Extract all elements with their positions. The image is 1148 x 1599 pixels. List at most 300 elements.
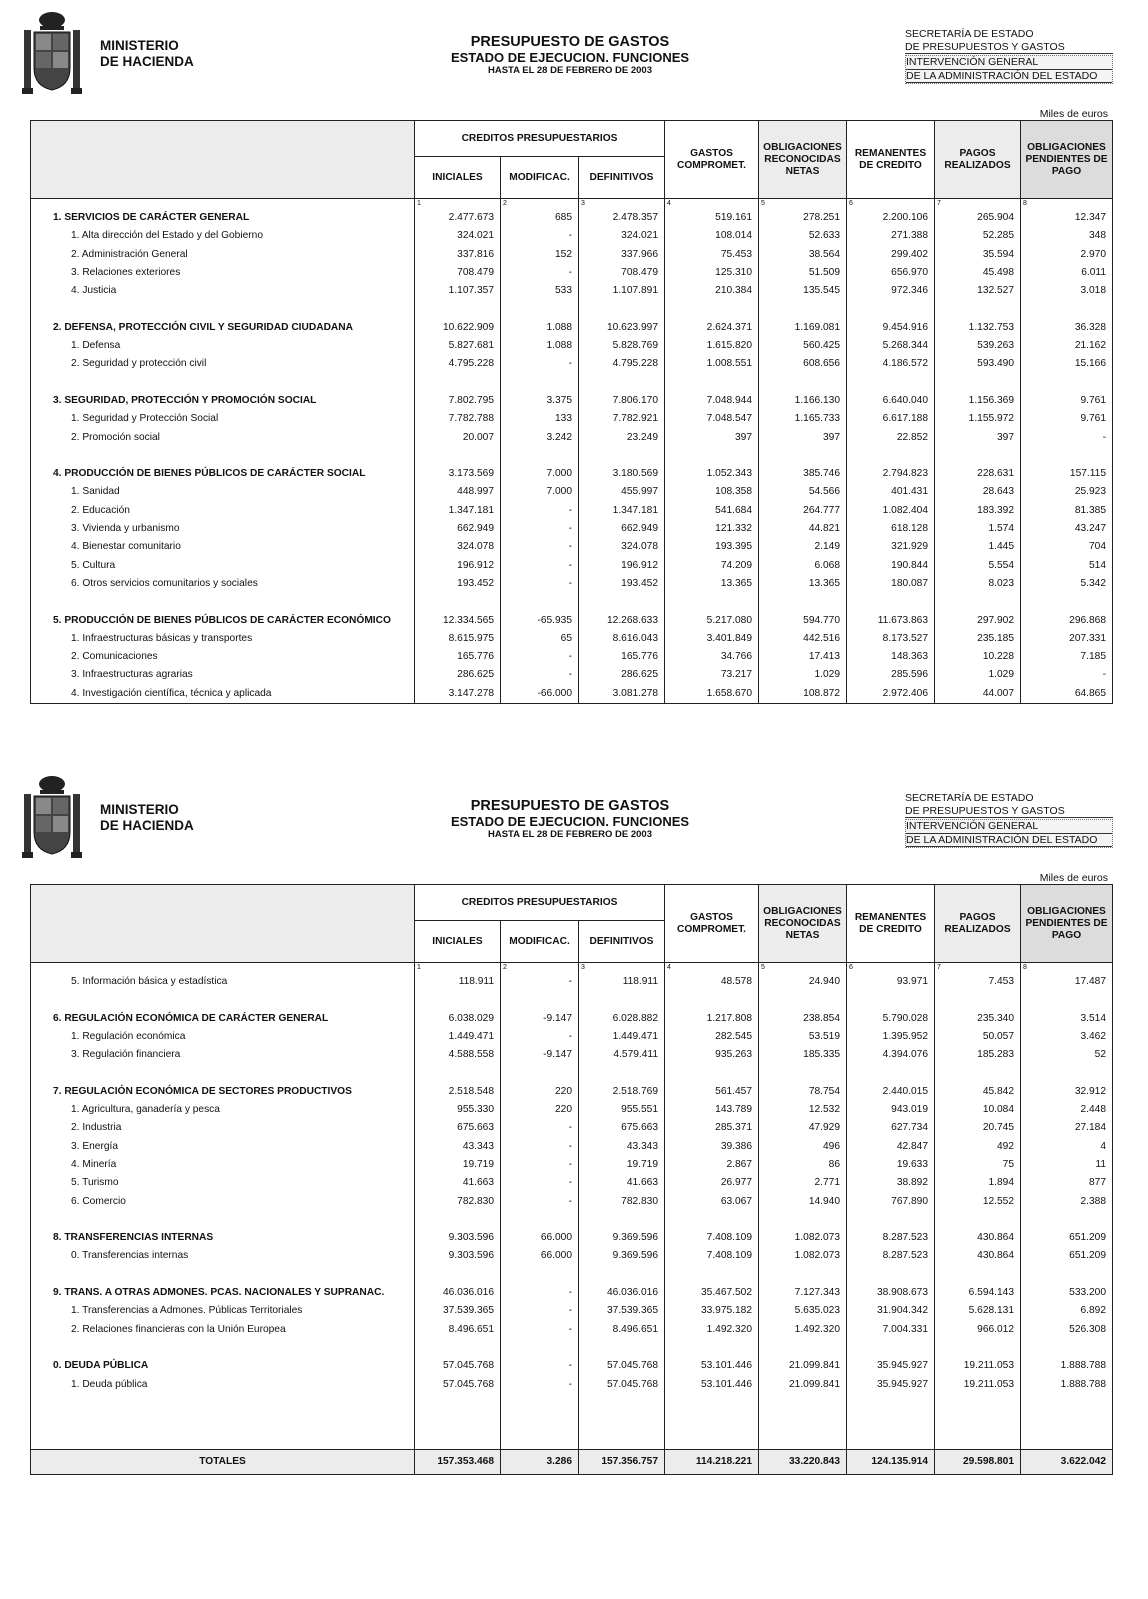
row-value: 4.394.076 — [847, 1046, 935, 1064]
spacer-cell — [847, 1339, 935, 1357]
row-value: 3.462 — [1021, 1028, 1113, 1046]
row-value: 19.719 — [579, 1156, 665, 1174]
row-value: 12.268.633 — [579, 612, 665, 630]
remanentes-line: DE CREDITO — [859, 923, 922, 935]
table-header — [31, 121, 1113, 199]
row-value: 193.452 — [415, 575, 501, 593]
row-value: 9.303.596 — [415, 1229, 501, 1247]
row-value: 22.852 — [847, 429, 935, 447]
spacer-cell — [501, 1430, 579, 1449]
row-value: 1.155.972 — [935, 410, 1021, 428]
row-value: 26.977 — [665, 1174, 759, 1192]
row-value: 385.746 — [759, 465, 847, 483]
row-value: 108.014 — [665, 227, 759, 245]
row-value: 23.249 — [579, 429, 665, 447]
row-value: 135.545 — [759, 282, 847, 300]
row-value: - — [501, 227, 579, 245]
row-value: - — [501, 355, 579, 373]
row-value: 1.658.670 — [665, 685, 759, 704]
spacer-cell — [935, 1394, 1021, 1412]
column-index: 6 — [847, 199, 935, 210]
spacer-cell — [665, 1430, 759, 1449]
row-value: - — [501, 1284, 579, 1302]
spacer-cell — [31, 1064, 415, 1082]
spacer-row — [31, 1064, 1113, 1082]
row-value: 2.149 — [759, 538, 847, 556]
row-label: 6. REGULACIÓN ECONÓMICA DE CARÁCTER GENERAL — [31, 1010, 415, 1028]
table-row — [31, 319, 1113, 337]
row-value: 324.021 — [415, 227, 501, 245]
row-value: - — [501, 648, 579, 666]
row-value: 6.594.143 — [935, 1284, 1021, 1302]
row-value: 24.940 — [759, 973, 847, 991]
row-value: 13.365 — [665, 575, 759, 593]
row-value: 278.251 — [759, 209, 847, 227]
row-value: 348 — [1021, 227, 1113, 245]
spacer-cell — [501, 374, 579, 392]
row-label: 5. Información básica y estadística — [31, 973, 415, 991]
spacer-cell — [501, 447, 579, 465]
spacer-cell — [1021, 1412, 1113, 1430]
row-value: 143.789 — [665, 1101, 759, 1119]
header-pagos — [935, 885, 1021, 963]
row-value: 86 — [759, 1156, 847, 1174]
ministry-line-1: MINISTERIO — [100, 38, 179, 53]
spacer-cell — [847, 1394, 935, 1412]
row-value: 57.045.768 — [579, 1376, 665, 1394]
budget-table-page-2 — [30, 884, 1113, 1475]
row-value: 46.036.016 — [415, 1284, 501, 1302]
row-value: 1.156.369 — [935, 392, 1021, 410]
row-value: 7.408.109 — [665, 1247, 759, 1265]
spacer-cell — [31, 447, 415, 465]
row-value: -65.935 — [501, 612, 579, 630]
spacer-cell — [935, 593, 1021, 611]
row-value: 9.369.596 — [579, 1247, 665, 1265]
row-value: 4.579.411 — [579, 1046, 665, 1064]
spacer-cell — [415, 991, 501, 1009]
row-label: 3. Vivienda y urbanismo — [31, 520, 415, 538]
row-value: 8.615.975 — [415, 630, 501, 648]
table-row — [31, 465, 1113, 483]
coat-of-arms-icon — [22, 774, 82, 860]
row-value: - — [501, 575, 579, 593]
row-value: 7.806.170 — [579, 392, 665, 410]
spacer-cell — [665, 447, 759, 465]
table-row — [31, 612, 1113, 630]
row-value: 14.940 — [759, 1193, 847, 1211]
row-value: 8.616.043 — [579, 630, 665, 648]
row-value: 1.029 — [935, 666, 1021, 684]
row-value: - — [501, 1028, 579, 1046]
spacer-cell — [759, 991, 847, 1009]
row-value: 2.867 — [665, 1156, 759, 1174]
row-value: 1.165.733 — [759, 410, 847, 428]
row-value: 10.084 — [935, 1101, 1021, 1119]
row-value: - — [501, 502, 579, 520]
row-value: 75.453 — [665, 246, 759, 264]
row-value: 125.310 — [665, 264, 759, 282]
header-gastos — [665, 121, 759, 199]
row-value: - — [501, 1138, 579, 1156]
row-value: 455.997 — [579, 483, 665, 501]
spacer-cell — [501, 1412, 579, 1430]
column-index: 2 — [501, 963, 579, 974]
table-row — [31, 1028, 1113, 1046]
intervencion-box — [905, 55, 1113, 84]
row-value: 401.431 — [847, 483, 935, 501]
row-value: 561.457 — [665, 1083, 759, 1101]
row-value: 782.830 — [579, 1193, 665, 1211]
subtitle: ESTADO DE EJECUCION. FUNCIONES — [450, 814, 690, 829]
header-obligaciones — [759, 885, 847, 963]
row-value: 11.673.863 — [847, 612, 935, 630]
spacer-cell — [759, 1211, 847, 1229]
row-value: 1.088 — [501, 337, 579, 355]
table-row — [31, 575, 1113, 593]
title: PRESUPUESTO DE GASTOS — [470, 34, 670, 50]
spacer-cell — [1021, 374, 1113, 392]
row-value: 27.184 — [1021, 1119, 1113, 1137]
header-creditos: CREDITOS PRESUPUESTARIOS — [415, 885, 665, 921]
row-value: 6.617.188 — [847, 410, 935, 428]
row-value: 1.166.130 — [759, 392, 847, 410]
row-label: 4. Justicia — [31, 282, 415, 300]
row-value: 183.392 — [935, 502, 1021, 520]
spacer-cell — [847, 300, 935, 318]
row-value: 35.945.927 — [847, 1357, 935, 1375]
row-value: 397 — [935, 429, 1021, 447]
row-value: 1.217.808 — [665, 1010, 759, 1028]
row-value: 39.386 — [665, 1138, 759, 1156]
row-value: 526.308 — [1021, 1321, 1113, 1339]
totals-value: 29.598.801 — [935, 1449, 1021, 1474]
row-value: - — [501, 1321, 579, 1339]
row-value: 165.776 — [415, 648, 501, 666]
row-value: 2.771 — [759, 1174, 847, 1192]
spacer-cell — [31, 1339, 415, 1357]
gastos-line: GASTOS — [690, 911, 733, 923]
spacer-row — [31, 1211, 1113, 1229]
row-label: 8. TRANSFERENCIAS INTERNAS — [31, 1229, 415, 1247]
row-label: 1. SERVICIOS DE CARÁCTER GENERAL — [31, 209, 415, 227]
spacer-cell — [501, 1394, 579, 1412]
spacer-cell — [759, 1339, 847, 1357]
spacer-cell — [1021, 1266, 1113, 1284]
row-value: 324.078 — [415, 538, 501, 556]
row-value: 73.217 — [665, 666, 759, 684]
row-value: 7.000 — [501, 465, 579, 483]
table-row — [31, 1229, 1113, 1247]
row-value: 2.624.371 — [665, 319, 759, 337]
column-index-row — [31, 963, 1113, 974]
row-value: 2.388 — [1021, 1193, 1113, 1211]
row-label: 1. Deuda pública — [31, 1376, 415, 1394]
row-value: 539.263 — [935, 337, 1021, 355]
row-value: 5.828.769 — [579, 337, 665, 355]
header-pendientes — [1021, 885, 1113, 963]
row-value: 2.200.106 — [847, 209, 935, 227]
totals-value: 157.356.757 — [579, 1449, 665, 1474]
subtitle: ESTADO DE EJECUCION. FUNCIONES — [450, 50, 690, 65]
secretaria-line-2: DE PRESUPUESTOS Y GASTOS — [905, 41, 1113, 55]
row-value: 6.068 — [759, 557, 847, 575]
table-row — [31, 1156, 1113, 1174]
pendientes-line: PAGO — [1051, 929, 1082, 941]
row-value: 1.492.320 — [665, 1321, 759, 1339]
row-value: 19.211.053 — [935, 1376, 1021, 1394]
header-blank — [31, 885, 415, 963]
spacer-cell — [31, 374, 415, 392]
spacer-row — [31, 447, 1113, 465]
row-value: 21.162 — [1021, 337, 1113, 355]
row-label: 0. Transferencias internas — [31, 1247, 415, 1265]
row-value: 34.766 — [665, 648, 759, 666]
column-index: 3 — [579, 963, 665, 974]
row-value: 397 — [759, 429, 847, 447]
row-value: 37.539.365 — [579, 1302, 665, 1320]
spacer-cell — [935, 1266, 1021, 1284]
column-index: 2 — [501, 199, 579, 210]
spacer-cell — [415, 374, 501, 392]
column-index: 7 — [935, 199, 1021, 210]
spacer-cell — [501, 1211, 579, 1229]
row-value: 6.892 — [1021, 1302, 1113, 1320]
column-index: 4 — [665, 199, 759, 210]
row-value: 337.966 — [579, 246, 665, 264]
row-value: 43.247 — [1021, 520, 1113, 538]
row-value: 1.052.343 — [665, 465, 759, 483]
row-value: 20.745 — [935, 1119, 1021, 1137]
row-value: 3.180.569 — [579, 465, 665, 483]
row-value: - — [501, 1119, 579, 1137]
row-label: 0. DEUDA PÚBLICA — [31, 1357, 415, 1375]
row-value: 627.734 — [847, 1119, 935, 1137]
row-value: 708.479 — [415, 264, 501, 282]
spacer-cell — [501, 1064, 579, 1082]
table-row — [31, 483, 1113, 501]
row-value: 108.358 — [665, 483, 759, 501]
totals-value: 124.135.914 — [847, 1449, 935, 1474]
row-value: 121.332 — [665, 520, 759, 538]
column-index: 8 — [1021, 963, 1113, 974]
row-label: 2. Industria — [31, 1119, 415, 1137]
pagos-line: PAGOS — [959, 147, 996, 159]
row-value: 271.388 — [847, 227, 935, 245]
header-definitivos: DEFINITIVOS — [579, 921, 665, 963]
row-value: 4 — [1021, 1138, 1113, 1156]
row-value: 1.347.181 — [415, 502, 501, 520]
spacer-cell — [935, 991, 1021, 1009]
spacer-cell — [579, 593, 665, 611]
table-row — [31, 538, 1113, 556]
row-value: 448.997 — [415, 483, 501, 501]
row-value: 52.633 — [759, 227, 847, 245]
row-value: 38.908.673 — [847, 1284, 935, 1302]
row-value: 1.347.181 — [579, 502, 665, 520]
totals-value: 33.220.843 — [759, 1449, 847, 1474]
row-label: 4. Bienestar comunitario — [31, 538, 415, 556]
row-value: 25.923 — [1021, 483, 1113, 501]
row-label: 3. Infraestructuras agrarias — [31, 666, 415, 684]
row-value: - — [501, 1193, 579, 1211]
row-value: 7.453 — [935, 973, 1021, 991]
row-value: 118.911 — [579, 973, 665, 991]
column-index: 1 — [415, 963, 501, 974]
table-row — [31, 1376, 1113, 1394]
row-value: 48.578 — [665, 973, 759, 991]
row-value: 6.011 — [1021, 264, 1113, 282]
row-label: 2. Educación — [31, 502, 415, 520]
table-row — [31, 666, 1113, 684]
column-index: 1 — [415, 199, 501, 210]
spacer-cell — [665, 1266, 759, 1284]
spacer-row — [31, 1394, 1113, 1412]
row-label: 4. Minería — [31, 1156, 415, 1174]
row-label: 9. TRANS. A OTRAS ADMONES. PCAS. NACIONALES Y SUPRANAC. — [31, 1284, 415, 1302]
table-row — [31, 1138, 1113, 1156]
spacer-cell — [501, 593, 579, 611]
row-value: 9.303.596 — [415, 1247, 501, 1265]
row-value: - — [501, 1174, 579, 1192]
row-value: 265.904 — [935, 209, 1021, 227]
index-blank — [31, 199, 415, 210]
row-value: 782.830 — [415, 1193, 501, 1211]
spacer-cell — [31, 1266, 415, 1284]
row-value: 1.132.753 — [935, 319, 1021, 337]
row-value: 63.067 — [665, 1193, 759, 1211]
table-row — [31, 685, 1113, 704]
row-value: 132.527 — [935, 282, 1021, 300]
table-row — [31, 209, 1113, 227]
spacer-cell — [935, 1339, 1021, 1357]
row-value: -9.147 — [501, 1046, 579, 1064]
table-row — [31, 1193, 1113, 1211]
intervencion-line-2: DE LA ADMINISTRACIÓN DEL ESTADO — [906, 834, 1112, 848]
row-value: 5.217.080 — [665, 612, 759, 630]
row-value: 6.640.040 — [847, 392, 935, 410]
header-iniciales: INICIALES — [415, 157, 501, 199]
row-value: 220 — [501, 1083, 579, 1101]
report-date: HASTA EL 28 DE FEBRERO DE 2003 — [487, 65, 652, 76]
row-value: 20.007 — [415, 429, 501, 447]
pagos-line: REALIZADOS — [944, 159, 1011, 171]
row-value: 210.384 — [665, 282, 759, 300]
row-value: 17.413 — [759, 648, 847, 666]
row-value: 442.516 — [759, 630, 847, 648]
intervencion-line-2: DE LA ADMINISTRACIÓN DEL ESTADO — [906, 70, 1112, 84]
row-value: 3.018 — [1021, 282, 1113, 300]
totals-value: 157.353.468 — [415, 1449, 501, 1474]
row-value: 7.048.547 — [665, 410, 759, 428]
spacer-cell — [847, 991, 935, 1009]
row-value: 2.972.406 — [847, 685, 935, 704]
pendientes-line: OBLIGACIONES — [1027, 141, 1106, 153]
header-gastos — [665, 885, 759, 963]
spacer-cell — [415, 300, 501, 318]
row-value: 6.028.882 — [579, 1010, 665, 1028]
spacer-row — [31, 991, 1113, 1009]
title: PRESUPUESTO DE GASTOS — [470, 798, 670, 814]
spacer-cell — [415, 1339, 501, 1357]
spacer-cell — [847, 1211, 935, 1229]
row-value: - — [501, 1302, 579, 1320]
row-value: 32.912 — [1021, 1083, 1113, 1101]
row-value: 11 — [1021, 1156, 1113, 1174]
row-value: 935.263 — [665, 1046, 759, 1064]
row-value: 430.864 — [935, 1247, 1021, 1265]
row-value: 8.496.651 — [579, 1321, 665, 1339]
table-row — [31, 392, 1113, 410]
spacer-cell — [1021, 1394, 1113, 1412]
spacer-cell — [579, 1211, 665, 1229]
row-value: 1.395.952 — [847, 1028, 935, 1046]
table-row — [31, 1046, 1113, 1064]
row-value: 43.343 — [415, 1138, 501, 1156]
row-value: 4.186.572 — [847, 355, 935, 373]
table-row — [31, 557, 1113, 575]
row-value: 430.864 — [935, 1229, 1021, 1247]
row-value: 4.588.558 — [415, 1046, 501, 1064]
spacer-row — [31, 1412, 1113, 1430]
row-value: 196.912 — [579, 557, 665, 575]
row-value: 220 — [501, 1101, 579, 1119]
row-value: 2.794.823 — [847, 465, 935, 483]
row-value: 44.007 — [935, 685, 1021, 704]
row-value: 53.101.446 — [665, 1376, 759, 1394]
table-row — [31, 246, 1113, 264]
obligaciones-line: NETAS — [785, 929, 820, 941]
spacer-cell — [665, 374, 759, 392]
row-value: 1.082.404 — [847, 502, 935, 520]
remanentes-line: DE CREDITO — [859, 159, 922, 171]
column-index: 5 — [759, 963, 847, 974]
row-value: 52 — [1021, 1046, 1113, 1064]
row-label: 2. Administración General — [31, 246, 415, 264]
header-blank — [31, 121, 415, 199]
row-value: 180.087 — [847, 575, 935, 593]
row-value: 81.385 — [1021, 502, 1113, 520]
row-value: 1.449.471 — [415, 1028, 501, 1046]
row-value: 966.012 — [935, 1321, 1021, 1339]
row-value: 1.029 — [759, 666, 847, 684]
row-value: 45.842 — [935, 1083, 1021, 1101]
header-pendientes — [1021, 121, 1113, 199]
spacer-cell — [935, 374, 1021, 392]
row-value: 37.539.365 — [415, 1302, 501, 1320]
spacer-cell — [665, 1394, 759, 1412]
row-value: 282.545 — [665, 1028, 759, 1046]
budget-table-page-1 — [30, 120, 1113, 704]
table-row — [31, 502, 1113, 520]
totals-value: 114.218.221 — [665, 1449, 759, 1474]
coat-of-arms-icon — [22, 10, 82, 96]
spacer-cell — [415, 593, 501, 611]
row-value: 1.008.551 — [665, 355, 759, 373]
row-value: 337.816 — [415, 246, 501, 264]
row-value: 165.776 — [579, 648, 665, 666]
row-value: 533 — [501, 282, 579, 300]
row-value: 28.643 — [935, 483, 1021, 501]
row-value: 8.173.527 — [847, 630, 935, 648]
row-value: 533.200 — [1021, 1284, 1113, 1302]
row-value: 47.929 — [759, 1119, 847, 1137]
row-value: 35.945.927 — [847, 1376, 935, 1394]
row-value: 207.331 — [1021, 630, 1113, 648]
row-value: 19.211.053 — [935, 1357, 1021, 1375]
obligaciones-line: NETAS — [785, 165, 820, 177]
row-label: 1. Infraestructuras básicas y transportes — [31, 630, 415, 648]
